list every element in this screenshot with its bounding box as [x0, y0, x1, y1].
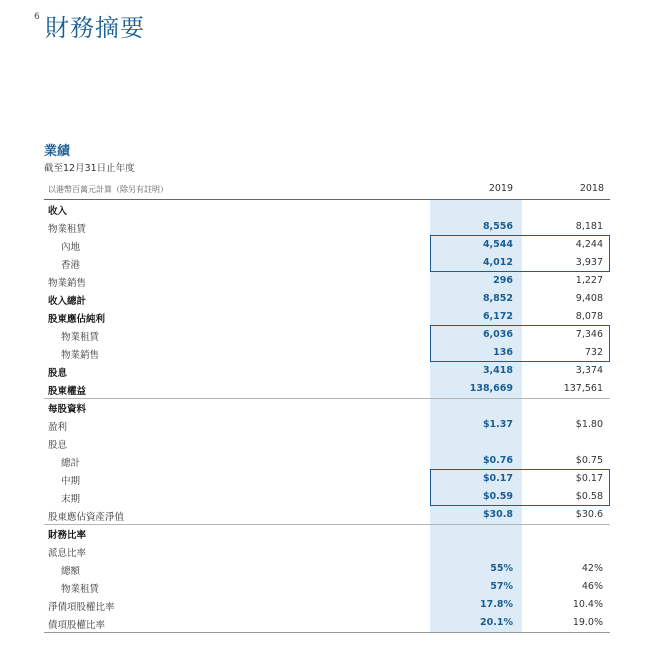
value-2019: $1.37: [482, 419, 513, 430]
row-label: 物業銷售: [61, 350, 100, 361]
table-row: [44, 362, 610, 380]
value-2019: 20.1%: [480, 617, 513, 628]
table-row: [44, 416, 610, 434]
value-2019: 57%: [490, 581, 513, 592]
value-2018: 3,374: [575, 365, 603, 376]
value-2018: $1.80: [575, 419, 603, 430]
period-subtitle: 截至12月31日止年度: [44, 163, 135, 174]
value-2018: $0.75: [575, 455, 603, 466]
value-2019: 6,036: [482, 329, 513, 340]
row-label: 中期: [61, 476, 81, 487]
value-2018: 3,937: [575, 257, 603, 268]
table-row: [44, 506, 610, 525]
row-label: 物業租賃: [61, 584, 100, 595]
value-2019: $30.8: [482, 509, 513, 520]
value-2019: 6,172: [482, 311, 513, 322]
value-2018: 19.0%: [572, 617, 603, 628]
row-label: 總計: [61, 458, 81, 469]
table-row: [44, 272, 610, 290]
page-number: 6: [34, 12, 40, 22]
value-2019: 136: [493, 347, 513, 358]
value-2018: 1,227: [575, 275, 603, 286]
table-row: [44, 578, 610, 596]
row-label: 收入: [48, 206, 68, 217]
row-label: 股東權益: [48, 386, 87, 397]
table-row: [44, 434, 610, 452]
value-2019: 4,012: [482, 257, 513, 268]
value-2018: 7,346: [575, 329, 603, 340]
value-2018: $0.17: [575, 473, 603, 484]
value-2018: 42%: [581, 563, 603, 574]
row-label: 股息: [48, 440, 68, 451]
table-row: [44, 560, 610, 578]
table-bottom-rule: [44, 632, 610, 633]
table-row: [44, 398, 610, 416]
value-2019: 17.8%: [480, 599, 513, 610]
table-row: [44, 596, 610, 614]
highlight-box-mainland-hongkong: [430, 235, 610, 272]
value-2019: $0.76: [482, 455, 513, 466]
value-2018: 9,408: [575, 293, 603, 304]
row-label: 內地: [61, 242, 81, 253]
value-2019: $0.59: [482, 491, 513, 502]
row-label: 財務比率: [48, 530, 87, 541]
row-label: 收入總計: [48, 296, 87, 307]
value-2019: 4,544: [482, 239, 513, 250]
table-row: [44, 200, 610, 218]
value-2019: 55%: [490, 563, 513, 574]
row-label: 總額: [61, 566, 81, 577]
table-row: [44, 452, 610, 470]
section-title: 業績: [44, 144, 71, 159]
row-label: 債項股權比率: [48, 620, 106, 631]
row-label: 物業租賃: [48, 224, 87, 235]
row-label: 物業租賃: [61, 332, 100, 343]
value-2019: 138,669: [469, 383, 513, 394]
row-label: 物業銷售: [48, 278, 87, 289]
table-row: [44, 308, 610, 326]
value-2018: 732: [584, 347, 603, 358]
value-2018: 46%: [581, 581, 603, 592]
value-2019: $0.17: [482, 473, 513, 484]
table-row: [44, 614, 610, 632]
row-label: 末期: [61, 494, 81, 505]
value-2019: 8,852: [482, 293, 513, 304]
row-label: 派息比率: [48, 548, 87, 559]
table-row: [44, 542, 610, 560]
row-label: 股息: [48, 368, 68, 379]
value-2018: 137,561: [563, 383, 603, 394]
table-row: [44, 218, 610, 236]
highlight-box-dividend-breakdown: [430, 469, 610, 506]
row-label: 香港: [61, 260, 81, 271]
table-row: [44, 290, 610, 308]
value-2018: $30.6: [575, 509, 603, 520]
value-2018: 10.4%: [572, 599, 603, 610]
row-label: 盈利: [48, 422, 68, 433]
value-2019: 296: [493, 275, 513, 286]
row-label: 淨債項股權比率: [48, 602, 115, 613]
value-2019: 3,418: [482, 365, 513, 376]
value-2018: 8,181: [575, 221, 603, 232]
table-row: [44, 524, 610, 542]
row-label: 每股資料: [48, 404, 87, 415]
highlight-box-profit-breakdown: [430, 325, 610, 362]
value-2019: 8,556: [482, 221, 513, 232]
row-label: 股東應佔資產淨值: [48, 512, 125, 523]
column-header-2018: 2018: [579, 183, 604, 194]
page-title: 財務摘要: [45, 14, 145, 42]
value-2018: $0.58: [575, 491, 603, 502]
value-2018: 4,244: [575, 239, 603, 250]
value-2018: 8,078: [575, 311, 603, 322]
row-label: 股東應佔純利: [48, 314, 106, 325]
table-row: [44, 380, 610, 399]
unit-note: 以港幣百萬元計算（除另有註明）: [48, 185, 168, 194]
column-header-2019: 2019: [488, 183, 513, 194]
